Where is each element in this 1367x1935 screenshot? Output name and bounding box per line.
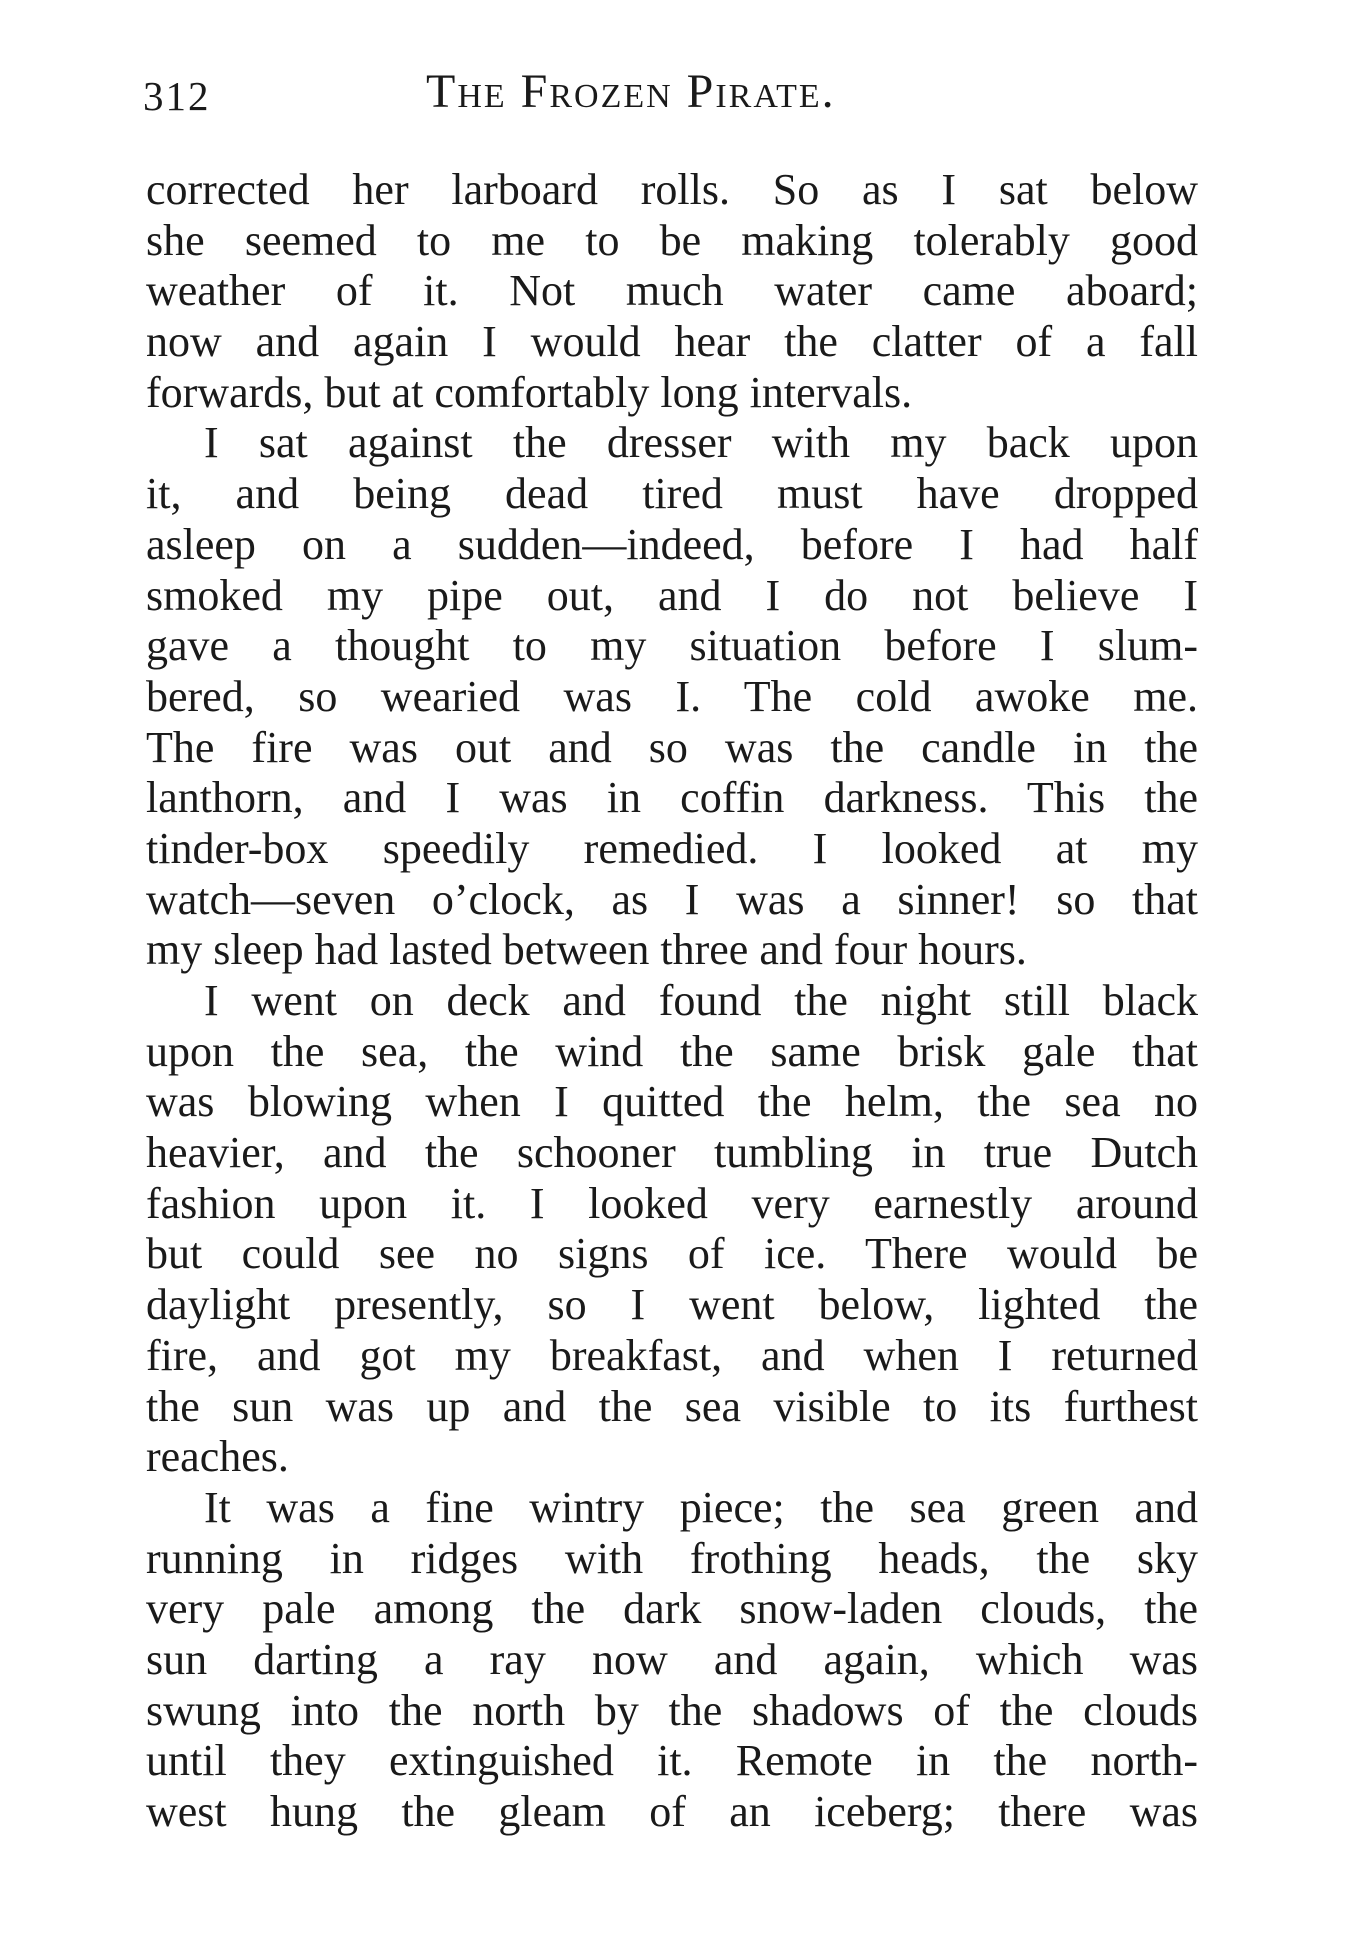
text-line: smoked my pipe out, and I do not believe I <box>146 570 1198 620</box>
text-line: until they extinguished it. Remote in the north- <box>146 1736 1198 1786</box>
text-line: bered, so wearied was I. The cold awoke me. <box>146 671 1198 721</box>
text-line: heavier, and the schooner tumbling in true Dutch <box>146 1128 1198 1178</box>
text-line: daylight presently, so I went below, lighted the <box>146 1280 1198 1330</box>
running-title: The Frozen Pirate. <box>426 65 836 118</box>
text-line: forwards, but at comfortably long intervals. <box>146 367 913 417</box>
text-line: It was a fine wintry piece; the sea green and <box>204 1482 1198 1532</box>
text-line: very pale among the dark snow-laden clouds, the <box>146 1584 1198 1634</box>
text-line: reaches. <box>146 1432 289 1482</box>
text-line: fashion upon it. I looked very earnestly around <box>146 1178 1198 1228</box>
text-line: swung into the north by the shadows of the clouds <box>146 1685 1198 1735</box>
text-line: sun darting a ray now and again, which was <box>146 1634 1198 1684</box>
text-line: lanthorn, and I was in coffin darkness. This the <box>146 773 1198 823</box>
text-line: tinder-box speedily remedied. I looked at my <box>146 823 1198 873</box>
text-line: upon the sea, the wind the same brisk gale that <box>146 1026 1198 1076</box>
text-line: it, and being dead tired must have dropped <box>146 469 1198 519</box>
text-line: corrected her larboard rolls. So as I sat below <box>146 165 1198 214</box>
text-line: but could see no signs of ice. There would be <box>146 1229 1198 1279</box>
page-number: 312 <box>143 73 211 119</box>
text-line: I sat against the dresser with my back upon <box>204 418 1198 468</box>
text-line: fire, and got my breakfast, and when I returned <box>146 1330 1198 1380</box>
text-line: the sun was up and the sea visible to its furthest <box>146 1381 1198 1431</box>
text-line: was blowing when I quitted the helm, the sea no <box>146 1077 1198 1127</box>
text-line: gave a thought to my situation before I slum- <box>146 621 1198 671</box>
text-line: watch—seven o’clock, as I was a sinner! so that <box>146 874 1198 924</box>
text-line: I went on deck and found the night still black <box>204 976 1198 1025</box>
page-header <box>143 64 1200 124</box>
text-line: my sleep had lasted between three and four hours. <box>146 925 1027 975</box>
text-line: asleep on a sudden—indeed, before I had half <box>146 519 1198 569</box>
text-line: now and again I would hear the clatter of a fall <box>146 317 1198 367</box>
text-line: west hung the gleam of an iceberg; there was <box>146 1787 1198 1836</box>
body-text <box>146 165 1198 1838</box>
text-line: running in ridges with frothing heads, the sky <box>146 1533 1198 1583</box>
text-line: she seemed to me to be making tolerably good <box>146 215 1198 265</box>
text-line: The fire was out and so was the candle in the <box>146 722 1198 772</box>
text-line: weather of it. Not much water came aboard; <box>146 266 1198 316</box>
